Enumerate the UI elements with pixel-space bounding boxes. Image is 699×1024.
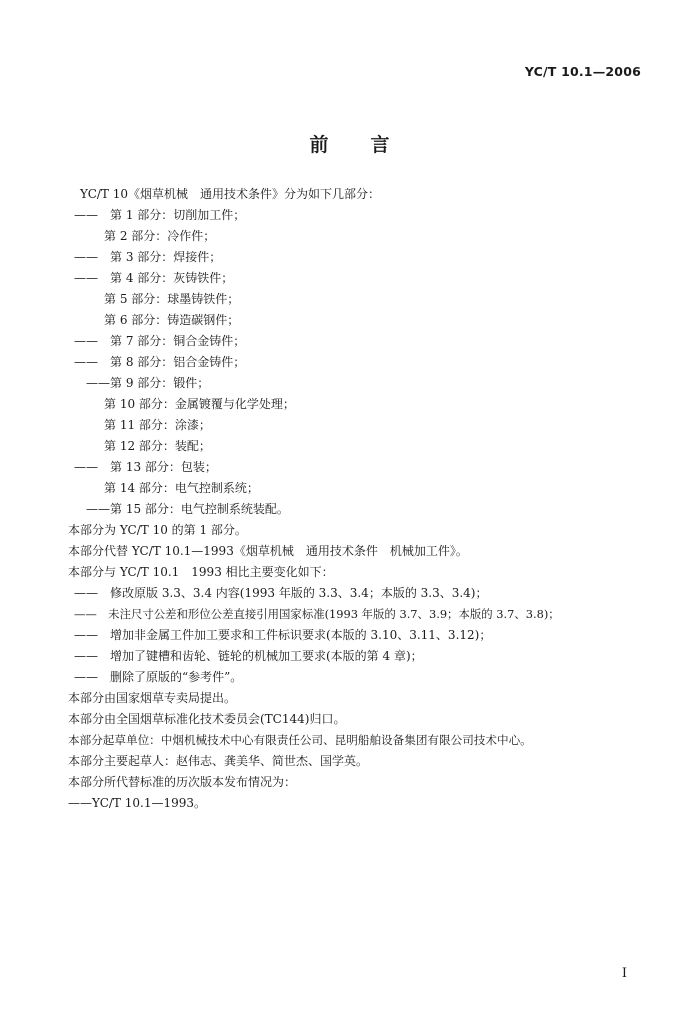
paragraph-line: 本部分起草单位：中烟机械技术中心有限责任公司、昆明船舶设备集团有限公司技术中心。 bbox=[68, 733, 532, 747]
title-char-2: 言 bbox=[370, 134, 390, 156]
paragraph-line: 本部分主要起草人：赵伟志、龚美华、简世杰、国学英。 bbox=[68, 754, 369, 768]
paragraph-line: 本部分与 YC/T 10.1 1993 相比主要变化如下： bbox=[68, 565, 334, 579]
part-list-item: 第 14 部分：电气控制系统； bbox=[104, 481, 259, 495]
change-list-item: —— 未注尺寸公差和形位公差直接引用国家标准(1993 年版的 3.7、3.9；本版的 3.7、3.8)； bbox=[74, 607, 560, 621]
document-code-header: YC/T 10.1—2006 bbox=[524, 64, 641, 79]
title-char-1: 前 bbox=[309, 134, 329, 156]
intro-line: YC/T 10《烟草机械 通用技术条件》分为如下几部分： bbox=[80, 187, 381, 201]
change-list-item: —— 增加非金属工件加工要求和工件标识要求(本版的 3.10、3.11、3.12)； bbox=[74, 628, 492, 642]
part-list-item: —— 第 4 部分：灰铸铁件； bbox=[74, 271, 234, 285]
part-list-item: 第 10 部分：金属镀覆与化学处理； bbox=[104, 397, 295, 411]
change-list-item: —— 增加了键槽和齿轮、链轮的机械加工要求(本版的第 4 章)； bbox=[74, 649, 423, 663]
paragraph-line: 本部分为 YC/T 10 的第 1 部分。 bbox=[68, 523, 247, 537]
part-list-item: 第 12 部分：装配； bbox=[104, 439, 211, 453]
part-list-item: 第 11 部分：涂漆； bbox=[104, 418, 211, 432]
paragraph-line: 本部分由全国烟草标准化技术委员会(TC144)归口。 bbox=[68, 712, 346, 726]
part-list-item: 第 5 部分：球墨铸铁件； bbox=[104, 292, 240, 306]
part-list-item: —— 第 7 部分：铜合金铸件； bbox=[74, 334, 246, 348]
change-list-item: —— 删除了原版的“参考件”。 bbox=[74, 670, 243, 684]
part-list-item: —— 第 13 部分：包装； bbox=[74, 460, 217, 474]
change-list-item: —— 修改原版 3.3、3.4 内容(1993 年版的 3.3、3.4；本版的 3.3、3.4)； bbox=[74, 586, 488, 600]
part-list-item: 第 2 部分：冷作件； bbox=[104, 229, 216, 243]
paragraph-line: 本部分代替 YC/T 10.1—1993《烟草机械 通用技术条件 机械加工件》。 bbox=[68, 544, 468, 558]
part-list-item: —— 第 8 部分：铝合金铸件； bbox=[74, 355, 246, 369]
paragraph-line: 本部分所代替标准的历次版本发布情况为： bbox=[68, 775, 297, 789]
page-title bbox=[0, 130, 699, 157]
part-list-item: —— 第 3 部分：焊接件； bbox=[74, 250, 222, 264]
part-list-item: ——第 15 部分：电气控制系统装配。 bbox=[86, 502, 289, 516]
page-number: I bbox=[621, 966, 627, 981]
part-list-item: 第 6 部分：铸造碳钢件； bbox=[104, 313, 240, 327]
paragraph-line: 本部分由国家烟草专卖局提出。 bbox=[68, 691, 237, 705]
part-list-item: ——第 9 部分：锻件； bbox=[86, 376, 210, 390]
paragraph-line: ——YC/T 10.1—1993。 bbox=[68, 796, 207, 810]
part-list-item: —— 第 1 部分：切削加工件； bbox=[74, 208, 246, 222]
